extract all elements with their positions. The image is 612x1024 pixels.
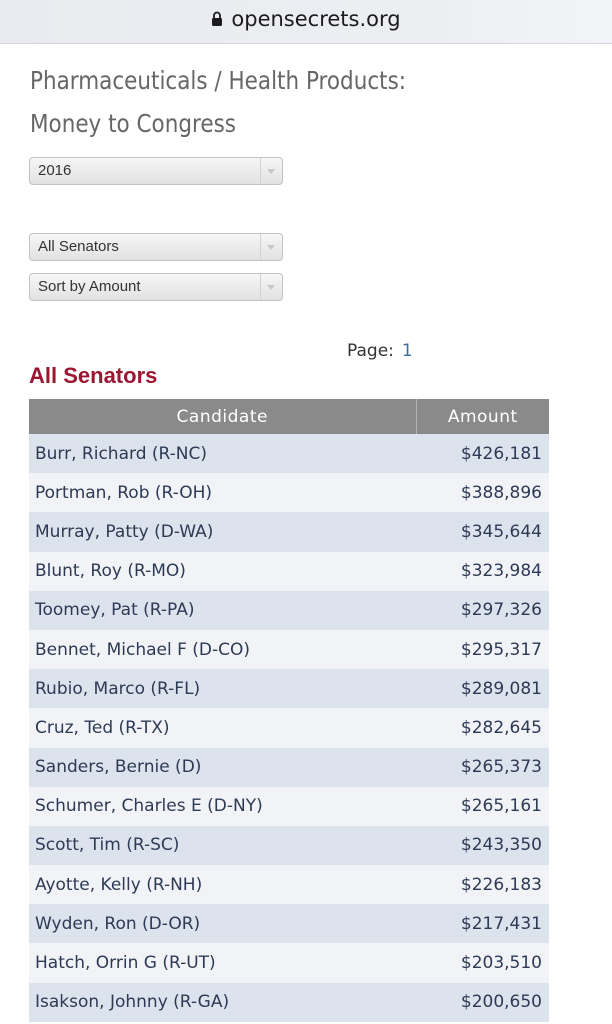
table-body bbox=[29, 434, 549, 1022]
candidate-amount: $265,161 bbox=[416, 787, 549, 826]
table-row bbox=[29, 983, 549, 1022]
candidate-amount: $243,350 bbox=[416, 826, 549, 865]
table-row bbox=[29, 943, 549, 982]
year-select-arrow bbox=[260, 158, 282, 184]
pagination-label: Page: bbox=[347, 341, 394, 361]
candidate-amount: $217,431 bbox=[416, 904, 549, 943]
candidate-amount: $297,326 bbox=[416, 591, 549, 630]
chevron-down-icon bbox=[267, 285, 275, 290]
candidate-name[interactable]: Burr, Richard (R-NC) bbox=[29, 434, 416, 473]
chamber-select[interactable] bbox=[29, 233, 283, 261]
amount-column-header[interactable]: Amount bbox=[416, 399, 549, 434]
table-row bbox=[29, 552, 549, 591]
candidate-amount: $345,644 bbox=[416, 512, 549, 551]
candidate-amount: $289,081 bbox=[416, 669, 549, 708]
table-row bbox=[29, 826, 549, 865]
chevron-down-icon bbox=[267, 169, 275, 174]
candidate-name[interactable]: Sanders, Bernie (D) bbox=[29, 748, 416, 787]
candidate-amount: $282,645 bbox=[416, 708, 549, 747]
table-row bbox=[29, 473, 549, 512]
candidate-name[interactable]: Blunt, Roy (R-MO) bbox=[29, 552, 416, 591]
sort-select-arrow bbox=[260, 274, 282, 300]
candidate-name[interactable]: Ayotte, Kelly (R-NH) bbox=[29, 865, 416, 904]
candidate-name[interactable]: Rubio, Marco (R-FL) bbox=[29, 669, 416, 708]
candidate-amount: $200,650 bbox=[416, 983, 549, 1022]
table-row bbox=[29, 591, 549, 630]
pagination bbox=[347, 341, 413, 361]
url-domain: opensecrets.org bbox=[231, 7, 401, 31]
candidate-name[interactable]: Portman, Rob (R-OH) bbox=[29, 473, 416, 512]
table-row bbox=[29, 708, 549, 747]
lock-icon bbox=[211, 11, 223, 27]
candidate-name[interactable]: Scott, Tim (R-SC) bbox=[29, 826, 416, 865]
candidate-name[interactable]: Murray, Patty (D-WA) bbox=[29, 512, 416, 551]
candidate-name[interactable]: Isakson, Johnny (R-GA) bbox=[29, 983, 416, 1022]
table-row bbox=[29, 865, 549, 904]
candidate-name[interactable]: Hatch, Orrin G (R-UT) bbox=[29, 943, 416, 982]
candidate-amount: $323,984 bbox=[416, 552, 549, 591]
candidate-amount: $295,317 bbox=[416, 630, 549, 669]
candidate-column-header[interactable]: Candidate bbox=[29, 399, 416, 434]
page-title-line-2: Money to Congress bbox=[30, 109, 236, 138]
candidate-amount: $388,896 bbox=[416, 473, 549, 512]
senators-table bbox=[29, 399, 549, 1022]
page-link-1[interactable]: 1 bbox=[401, 341, 413, 361]
chevron-down-icon bbox=[267, 245, 275, 250]
table-row bbox=[29, 512, 549, 551]
year-select-value: 2016 bbox=[38, 162, 72, 179]
year-select[interactable] bbox=[29, 157, 283, 185]
browser-address-bar[interactable] bbox=[0, 0, 612, 44]
candidate-amount: $226,183 bbox=[416, 865, 549, 904]
table-row bbox=[29, 630, 549, 669]
candidate-name[interactable]: Toomey, Pat (R-PA) bbox=[29, 591, 416, 630]
section-heading: All Senators bbox=[29, 363, 158, 388]
candidate-name[interactable]: Wyden, Ron (D-OR) bbox=[29, 904, 416, 943]
candidate-name[interactable]: Bennet, Michael F (D-CO) bbox=[29, 630, 416, 669]
candidate-name[interactable]: Cruz, Ted (R-TX) bbox=[29, 708, 416, 747]
page-title-line-1: Pharmaceuticals / Health Products: bbox=[30, 66, 407, 95]
candidate-amount: $426,181 bbox=[416, 434, 549, 473]
table-row bbox=[29, 904, 549, 943]
sort-select-value: Sort by Amount bbox=[38, 278, 141, 295]
candidate-amount: $265,373 bbox=[416, 748, 549, 787]
table-row bbox=[29, 748, 549, 787]
url-display[interactable] bbox=[0, 7, 612, 31]
table-row bbox=[29, 434, 549, 473]
table-row bbox=[29, 787, 549, 826]
sort-select[interactable] bbox=[29, 273, 283, 301]
table-row bbox=[29, 669, 549, 708]
candidate-name[interactable]: Schumer, Charles E (D-NY) bbox=[29, 787, 416, 826]
table-header-row bbox=[29, 399, 549, 434]
chamber-select-arrow bbox=[260, 234, 282, 260]
candidate-amount: $203,510 bbox=[416, 943, 549, 982]
chamber-select-value: All Senators bbox=[38, 238, 119, 255]
